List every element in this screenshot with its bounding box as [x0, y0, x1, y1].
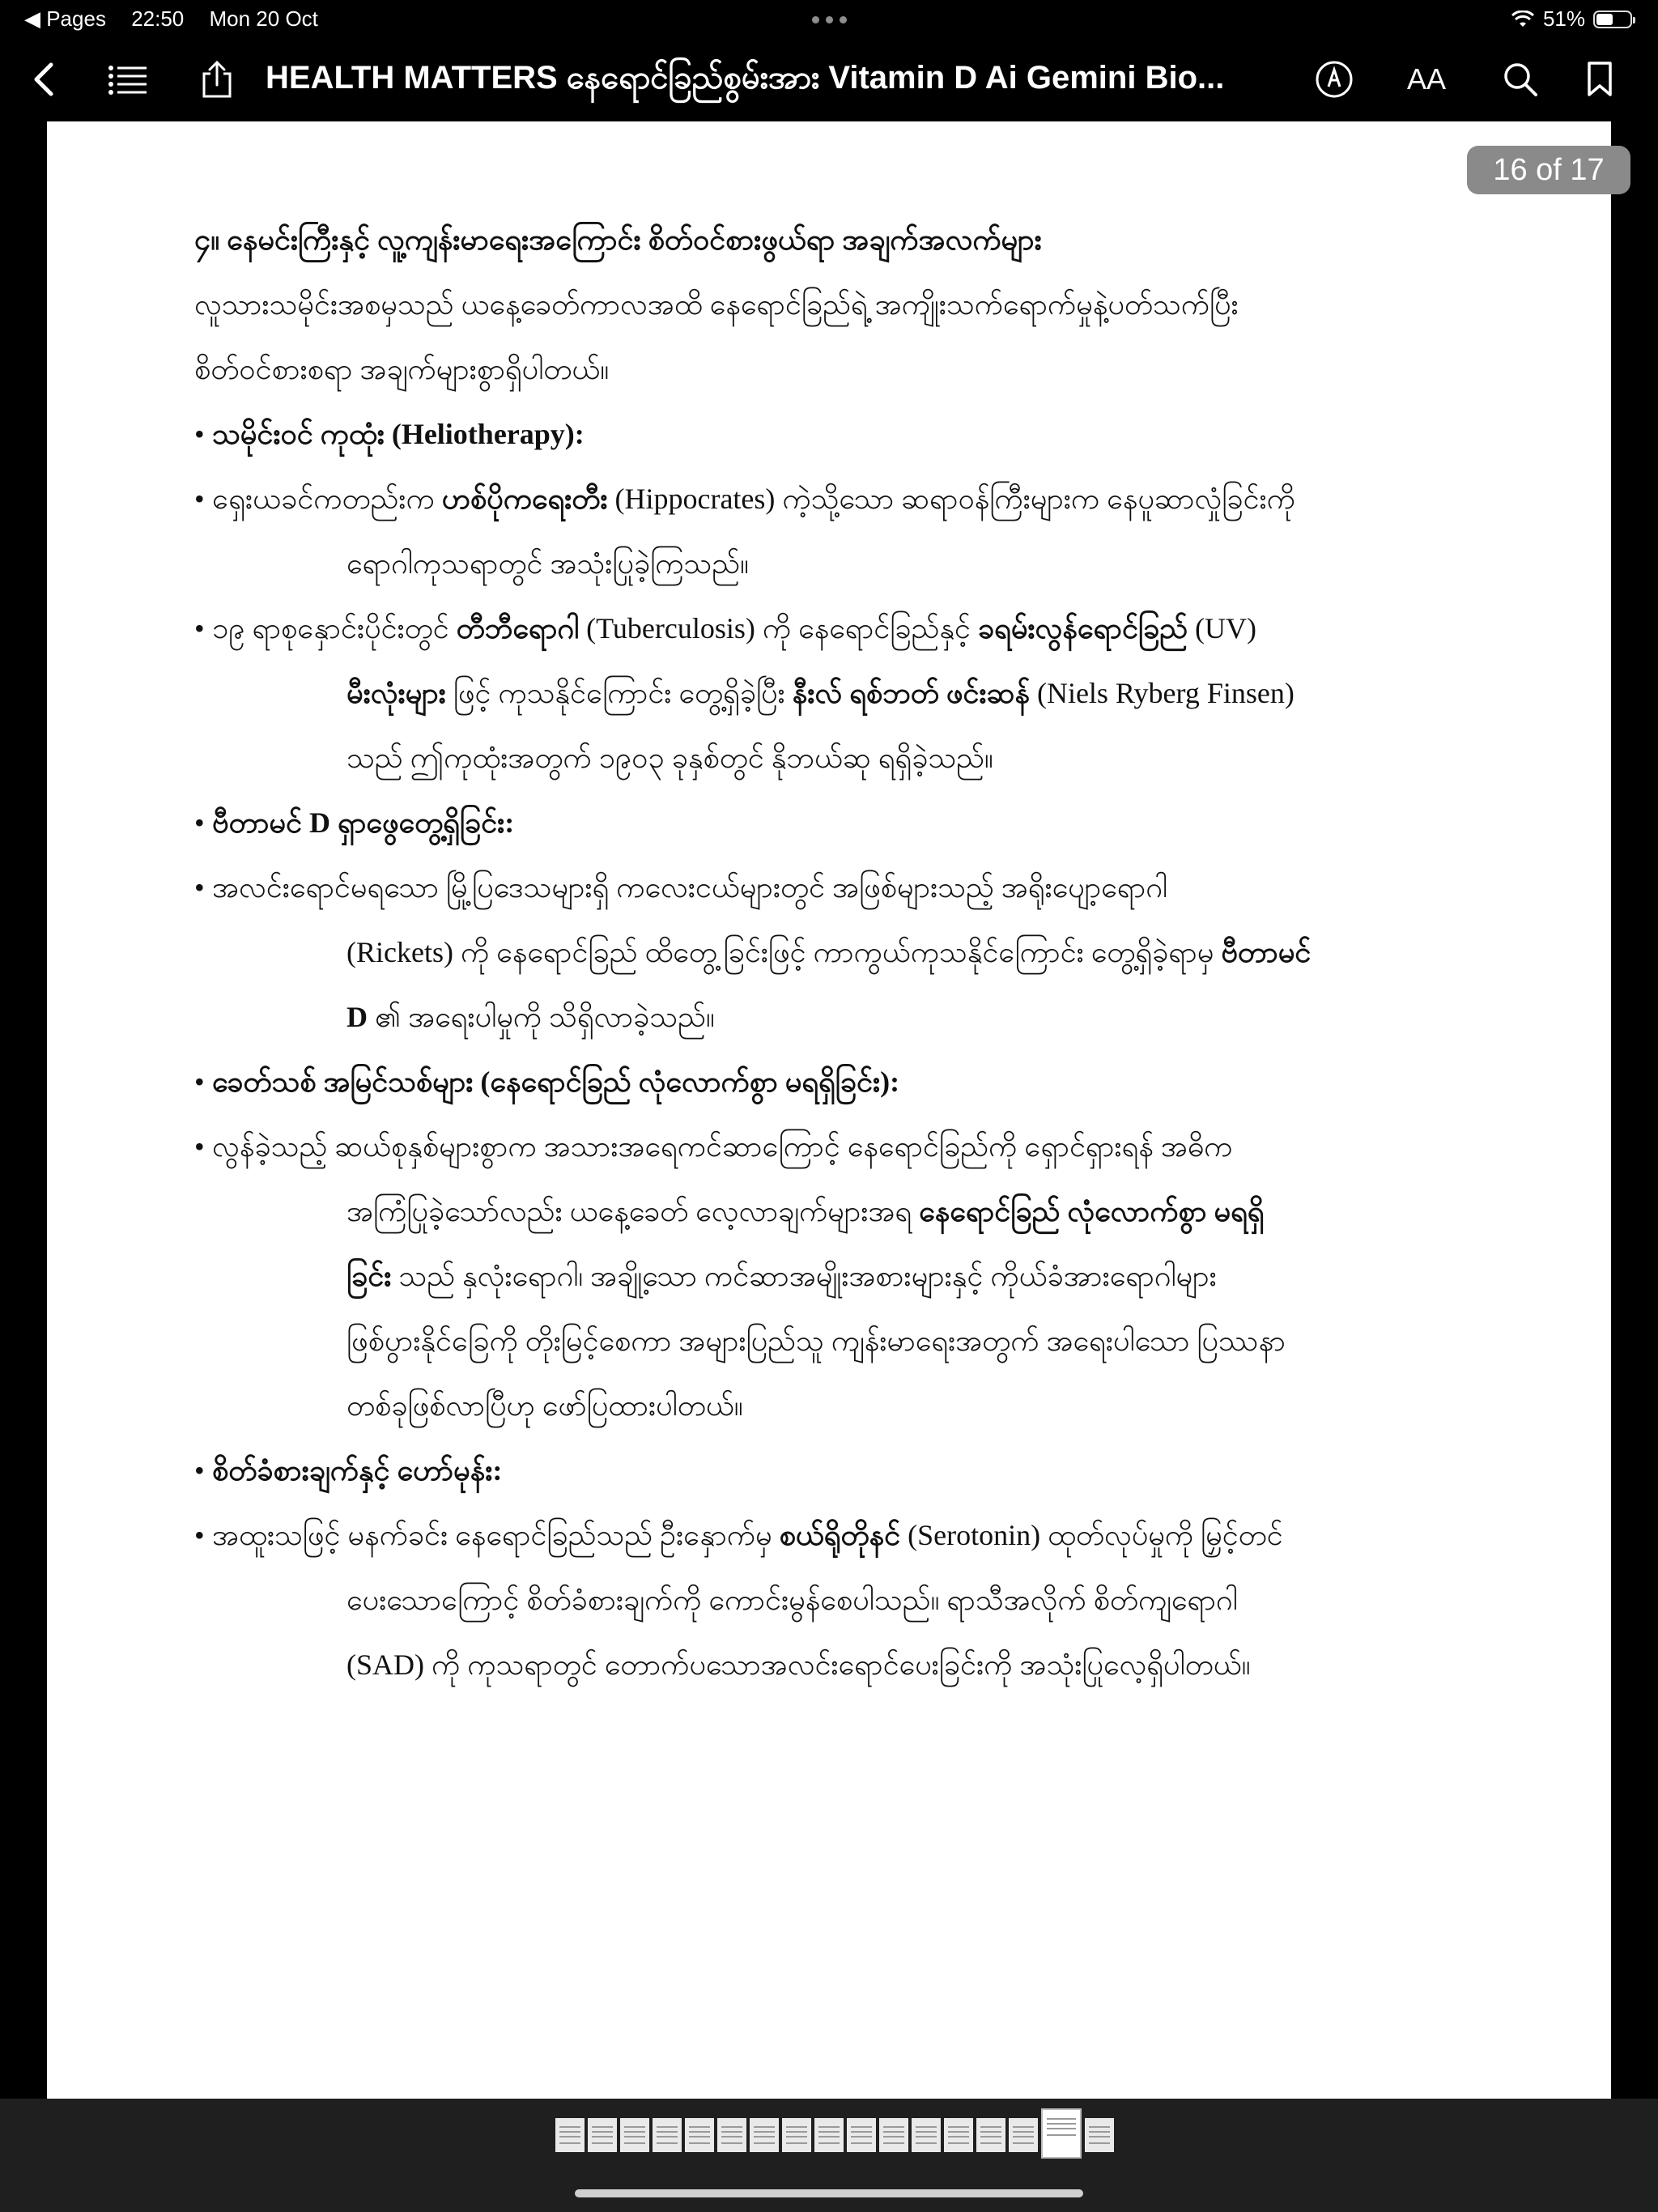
bullet-paragraph: • အလင်းရောင်မရသော မြို့ပြဒေသများရှိ ကလေးငယ်များတွင် အဖြစ်များသည့် အရိုးပျော့ရောဂါ [194, 855, 1522, 920]
bullet-continuation: အကြံပြုခဲ့သော်လည်း ယနေ့ခေတ် လေ့လာချက်များအရ နေရောင်ခြည် လုံလောက်စွာ မရရှိ [346, 1195, 1265, 1227]
status-left [24, 6, 338, 32]
page-thumbnail[interactable] [1009, 2118, 1038, 2152]
page-thumbnail[interactable] [685, 2118, 714, 2152]
page-scrubber [0, 2099, 1658, 2212]
document-title: HEALTH MATTERS နေရောင်ခြည်စွမ်းအား Vitamin D Ai Gemini Bio... [266, 60, 1225, 96]
page-thumbnail[interactable] [814, 2118, 844, 2152]
page-thumbnail[interactable] [976, 2118, 1005, 2152]
bookmark-icon[interactable] [1575, 55, 1624, 104]
page-counter: 16 of 17 [1467, 146, 1630, 194]
thumbnail-strip[interactable] [555, 2118, 1114, 2159]
subsection-title: • သမိုင်းဝင် ကုထုံး (Heliotherapy): [194, 402, 1522, 466]
markup-icon[interactable] [1310, 55, 1358, 104]
bullet-continuation: မီးလုံးများ ဖြင့် ကုသနိုင်ကြောင်း တွေ့ရှိခဲ့ပြီး နီးလ် ရစ်ဘတ် ဖင်းဆန် (Niels Ryberg Finsen) [346, 677, 1295, 709]
page-thumbnail[interactable] [653, 2118, 682, 2152]
bullet-continuation: သည် ဤကုထုံးအတွက် ၁၉၀၃ ခုနှစ်တွင် နိုဘယ်ဆု ရရှိခဲ့သည်။ [346, 742, 993, 774]
wifi-icon [1511, 11, 1535, 28]
document-page [47, 121, 1611, 2099]
page-thumbnail[interactable] [944, 2118, 973, 2152]
contents-list-icon[interactable] [104, 55, 152, 104]
text-size-icon[interactable]: AA [1406, 62, 1447, 96]
bullet-paragraph: • ၁၉ ရာစုနှောင်းပိုင်းတွင် တီဘီရောဂါ (Tuberculosis) ကို နေရောင်ခြည်နှင့် ခရမ်းလွန်ရောင်ခြည် (UV) [194, 596, 1522, 661]
page-thumbnail[interactable] [912, 2118, 941, 2152]
status-time: 22:50 [131, 6, 185, 31]
subsection-title: • စိတ်ခံစားချက်နှင့် ဟော်မုန်း: [194, 1438, 1522, 1503]
share-icon[interactable] [193, 55, 241, 104]
back-to-app-link[interactable]: ◀ Pages [24, 6, 106, 31]
reader-toolbar [0, 39, 1658, 120]
page-content [194, 207, 1522, 1697]
status-right [1511, 6, 1632, 32]
multitasking-dots-icon[interactable] [812, 16, 847, 23]
bullet-continuation: တစ်ခုဖြစ်လာပြီဟု ဖော်ပြထားပါတယ်။ [346, 1389, 743, 1422]
bullet-paragraph: • လွန်ခဲ့သည့် ဆယ်စုနှစ်များစွာက အသားအရေကင်ဆာကြောင့် နေရောင်ခြည်ကို ရှောင်ရှားရန် အဓိက [194, 1114, 1522, 1179]
bullet-continuation: ခြင်း သည် နှလုံးရောဂါ၊ အချို့သော ကင်ဆာအမျိုးအစားများနှင့် ကိုယ်ခံအားရောဂါများ [346, 1260, 1217, 1292]
bullet-continuation: (Rickets) ကို နေရောင်ခြည် ထိတွေ့ခြင်းဖြင့် ကာကွယ်ကုသနိုင်ကြောင်း တွေ့ရှိခဲ့ရာမှ ဗီတာမင် [346, 936, 1312, 968]
bullet-continuation: ရောဂါကုသရာတွင် အသုံးပြုခဲ့ကြသည်။ [346, 547, 749, 580]
battery-percent: 51% [1542, 6, 1585, 31]
page-thumbnail[interactable] [750, 2118, 779, 2152]
page-thumbnail[interactable] [717, 2118, 746, 2152]
bullet-paragraph: • ရှေးယခင်ကတည်းက ဟစ်ပိုကရေးတီး (Hippocrates) ကဲ့သို့သော ဆရာဝန်ကြီးများက နေပူဆာလှုံခြင်းကို [194, 466, 1522, 531]
search-icon[interactable] [1496, 55, 1545, 104]
subsection-title: • ခေတ်သစ် အမြင်သစ်များ (နေရောင်ခြည် လုံလောက်စွာ မရရှိခြင်း): [194, 1049, 1522, 1114]
intro-line: လူသားသမိုင်းအစမှသည် ယနေ့ခေတ်ကာလအထိ နေရောင်ခြည်ရဲ့ အကျိုးသက်ရောက်မှုနဲ့ပတ်သက်ပြီး [194, 288, 1239, 321]
status-date: Mon 20 Oct [209, 6, 318, 31]
battery-icon [1593, 11, 1632, 28]
page-thumbnail[interactable] [782, 2118, 811, 2152]
bullet-continuation: ပေးသောကြောင့် စိတ်ခံစားချက်ကို ကောင်းမွန်စေပါသည်။ ရာသီအလိုက် စိတ်ကျရောဂါ [346, 1584, 1238, 1616]
bullet-continuation: ဖြစ်ပွားနိုင်ခြေကို တိုးမြင့်စေကာ အများပြည်သူ ကျန်းမာရေးအတွက် အရေးပါသော ပြဿနာ [346, 1325, 1286, 1357]
bullet-continuation: D ၏ အရေးပါမှုကို သိရှိလာခဲ့သည်။ [346, 1001, 715, 1033]
page-thumbnail[interactable] [555, 2118, 585, 2152]
intro-line: စိတ်ဝင်စားစရာ အချက်များစွာရှိပါတယ်။ [194, 353, 610, 385]
bullet-paragraph: • အထူးသဖြင့် မနက်ခင်း နေရောင်ခြည်သည် ဦးနှောက်မှ စယ်ရိုတိုနင် (Serotonin) ထုတ်လုပ်မှုကို မြှင့်တင် [194, 1503, 1522, 1568]
status-bar [0, 0, 1658, 39]
page-thumbnail[interactable] [847, 2118, 876, 2152]
page-thumbnail[interactable] [620, 2118, 649, 2152]
page-thumbnail[interactable] [588, 2118, 617, 2152]
page-thumbnail[interactable] [1085, 2118, 1114, 2152]
subsection-title: • ဗီတာမင် D ရှာဖွေတွေ့ရှိခြင်း: [194, 790, 1522, 855]
back-icon[interactable] [19, 55, 68, 104]
section-heading: ၄။ နေမင်းကြီးနှင့် လူ့ကျန်းမာရေးအကြောင်း စိတ်ဝင်စားဖွယ်ရာ အချက်အလက်များ [194, 223, 1042, 256]
bullet-continuation: (SAD) ကို ကုသရာတွင် တောက်ပသောအလင်းရောင်ပေးခြင်းကို အသုံးပြုလေ့ရှိပါတယ်။ [346, 1648, 1251, 1681]
page-thumbnail[interactable] [879, 2118, 908, 2152]
page-thumbnail-current[interactable] [1041, 2108, 1082, 2159]
home-indicator[interactable] [575, 2189, 1083, 2197]
